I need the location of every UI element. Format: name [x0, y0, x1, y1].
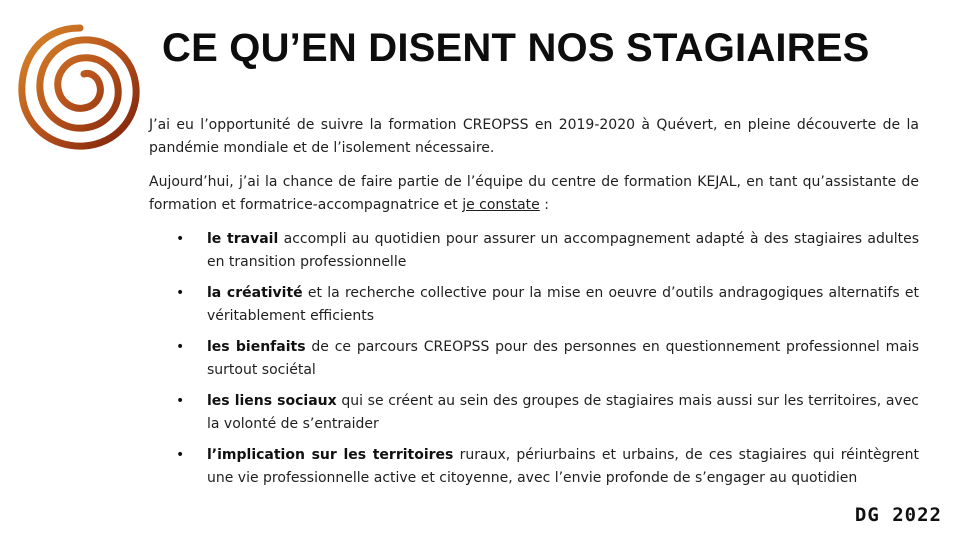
intro-paragraph-1: J’ai eu l’opportunité de suivre la formation CREOPSS en 2019-2020 à Quévert, en pleine découverte de la pandémie mondiale et de l’isolement nécessaire.	[149, 117, 919, 156]
observations-list	[149, 228, 919, 489]
list-item	[149, 336, 919, 381]
intro-paragraph-2	[149, 171, 919, 216]
list-item-lead: la créativité	[207, 285, 303, 301]
list-item-lead: l’implication sur les territoires	[207, 447, 454, 463]
bullet-icon: •	[176, 447, 185, 463]
testimonial-body	[149, 114, 919, 498]
list-item	[149, 390, 919, 435]
spiral-logo-icon	[14, 14, 146, 154]
page-title: CE QU’EN DISENT NOS STAGIAIRES	[162, 26, 870, 70]
footer-signature: DG 2022	[854, 504, 942, 526]
intro-underlined-text: je constate	[462, 196, 540, 213]
list-item	[149, 282, 919, 327]
bullet-icon: •	[176, 393, 185, 409]
intro-paragraph-2-end: :	[539, 196, 549, 213]
bullet-icon: •	[176, 339, 185, 355]
list-item	[149, 228, 919, 273]
list-item-lead: les bienfaits	[207, 339, 306, 355]
list-item-text: accompli au quotidien pour assurer un accompagnement adapté à des stagiaires adultes en transition professionnelle	[207, 231, 919, 270]
list-item-lead: les liens sociaux	[207, 393, 337, 409]
list-item-lead: le travail	[207, 231, 279, 247]
list-item-text: qui se créent au sein des groupes de stagiaires mais aussi sur les territoires, avec la volonté de s’entraider	[207, 393, 919, 432]
bullet-icon: •	[176, 285, 185, 301]
list-item	[149, 444, 919, 489]
bullet-icon: •	[176, 231, 185, 247]
list-item-text: ruraux, périurbains et urbains, de ces stagiaires qui réintègrent une vie professionnelle active et citoyenne, avec l’envie profonde de s’engager au quotidien	[207, 447, 919, 486]
list-item-text: et la recherche collective pour la mise en oeuvre d’outils andragogiques alternatifs et véritablement efficients	[207, 285, 919, 324]
list-item-text: de ce parcours CREOPSS pour des personnes en questionnement professionnel mais surtout sociétal	[207, 339, 919, 378]
intro-paragraph-2-text: Aujourd’hui, j’ai la chance de faire partie de l’équipe du centre de formation KEJAL, en tant qu’assistante de formation et formatrice-accompagnatrice et	[149, 174, 919, 213]
